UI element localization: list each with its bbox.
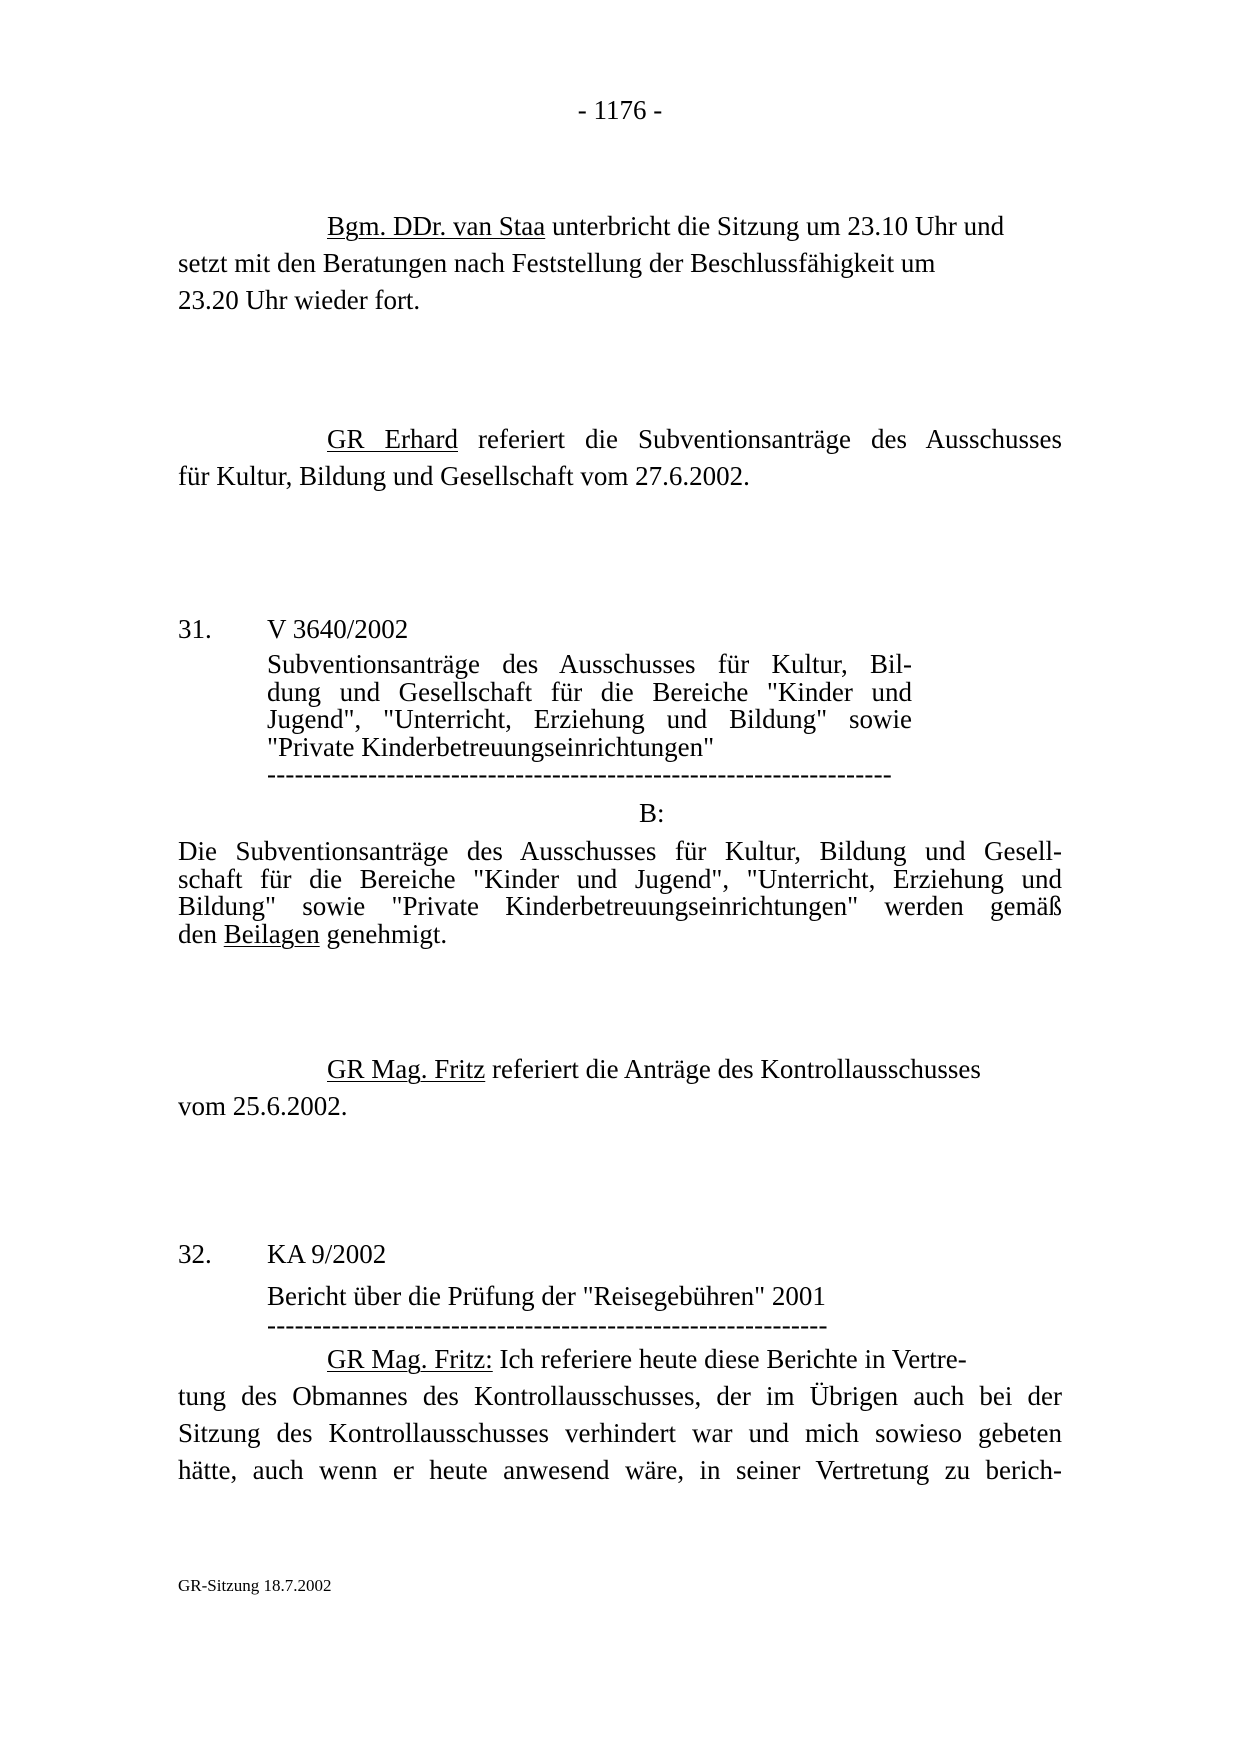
decision-line xyxy=(178,918,448,949)
item-number: 31. xyxy=(178,614,212,644)
speaker-name: GR Erhard xyxy=(327,424,458,454)
item-number: 32. xyxy=(178,1239,212,1269)
attachments-link: Beilagen xyxy=(223,918,320,949)
text-span: Ich referiere heute diese Berichte in Vertre- xyxy=(492,1344,967,1374)
decision-label: B: xyxy=(639,798,665,828)
paragraph-line: vom 25.6.2002. xyxy=(178,1091,348,1121)
text-span: den xyxy=(178,918,224,949)
decision-line: Bildung" sowie "Private Kinderbetreuungseinrichtungen" werden gemäß xyxy=(178,891,1062,921)
item-title-line: dung und Gesellschaft für die Bereiche "Kinder und xyxy=(267,676,912,707)
paragraph-line: 23.20 Uhr wieder fort. xyxy=(178,285,421,315)
item-code: KA 9/2002 xyxy=(267,1239,387,1269)
footer-session-date: GR-Sitzung 18.7.2002 xyxy=(178,1576,332,1595)
item-title: Bericht über die Prüfung der "Reisegebühren" 2001 xyxy=(267,1281,826,1311)
speech-line: Sitzung des Kontrollausschusses verhindert war und mich sowieso gebeten xyxy=(178,1418,1062,1448)
decision-line: schaft für die Bereiche "Kinder und Jugend", "Unterricht, Erziehung und xyxy=(178,863,1062,894)
paragraph-first-line xyxy=(327,421,1062,458)
text-span: genehmigt. xyxy=(319,918,448,949)
text-span: unterbricht die Sitzung um 23.10 Uhr und xyxy=(545,211,1005,241)
text-span: referiert die Anträge des Kontrollausschusses xyxy=(485,1054,981,1084)
speaker-name: GR Mag. Fritz xyxy=(327,1054,486,1084)
paragraph-first-line xyxy=(327,1051,981,1088)
paragraph-line: setzt mit den Beratungen nach Feststellung der Beschlussfähigkeit um xyxy=(178,248,936,278)
item-code: V 3640/2002 xyxy=(267,614,409,644)
item-title-line: "Private Kinderbetreuungseinrichtungen" xyxy=(267,731,715,762)
speaker-name: GR Mag. Fritz: xyxy=(327,1344,493,1374)
separator-line: ------------------------------------------------------------- xyxy=(267,1312,828,1340)
speaker-name: Bgm. DDr. van Staa xyxy=(327,211,546,241)
item-title-line: Subventionsanträge des Ausschusses für Kultur, Bil- xyxy=(267,649,912,679)
paragraph-line: für Kultur, Bildung und Gesellschaft vom 27.6.2002. xyxy=(178,461,750,491)
text-span: referiert die Subventionsanträge des Ausschusses xyxy=(458,424,1062,454)
paragraph-first-line xyxy=(327,208,1062,245)
speech-first-line xyxy=(327,1341,967,1378)
decision-line: Die Subventionsanträge des Ausschusses für Kultur, Bildung und Gesell- xyxy=(178,836,1062,866)
separator-line: -------------------------------------------------------------------- xyxy=(267,761,893,789)
item-title-line: Jugend", "Unterricht, Erziehung und Bildung" sowie xyxy=(267,704,912,734)
speech-line: hätte, auch wenn er heute anwesend wäre, in seiner Vertretung zu berich- xyxy=(178,1455,1062,1485)
page-number: - 1176 - xyxy=(577,95,663,125)
speech-line: tung des Obmannes des Kontrollausschusses, der im Übrigen auch bei der xyxy=(178,1381,1062,1411)
